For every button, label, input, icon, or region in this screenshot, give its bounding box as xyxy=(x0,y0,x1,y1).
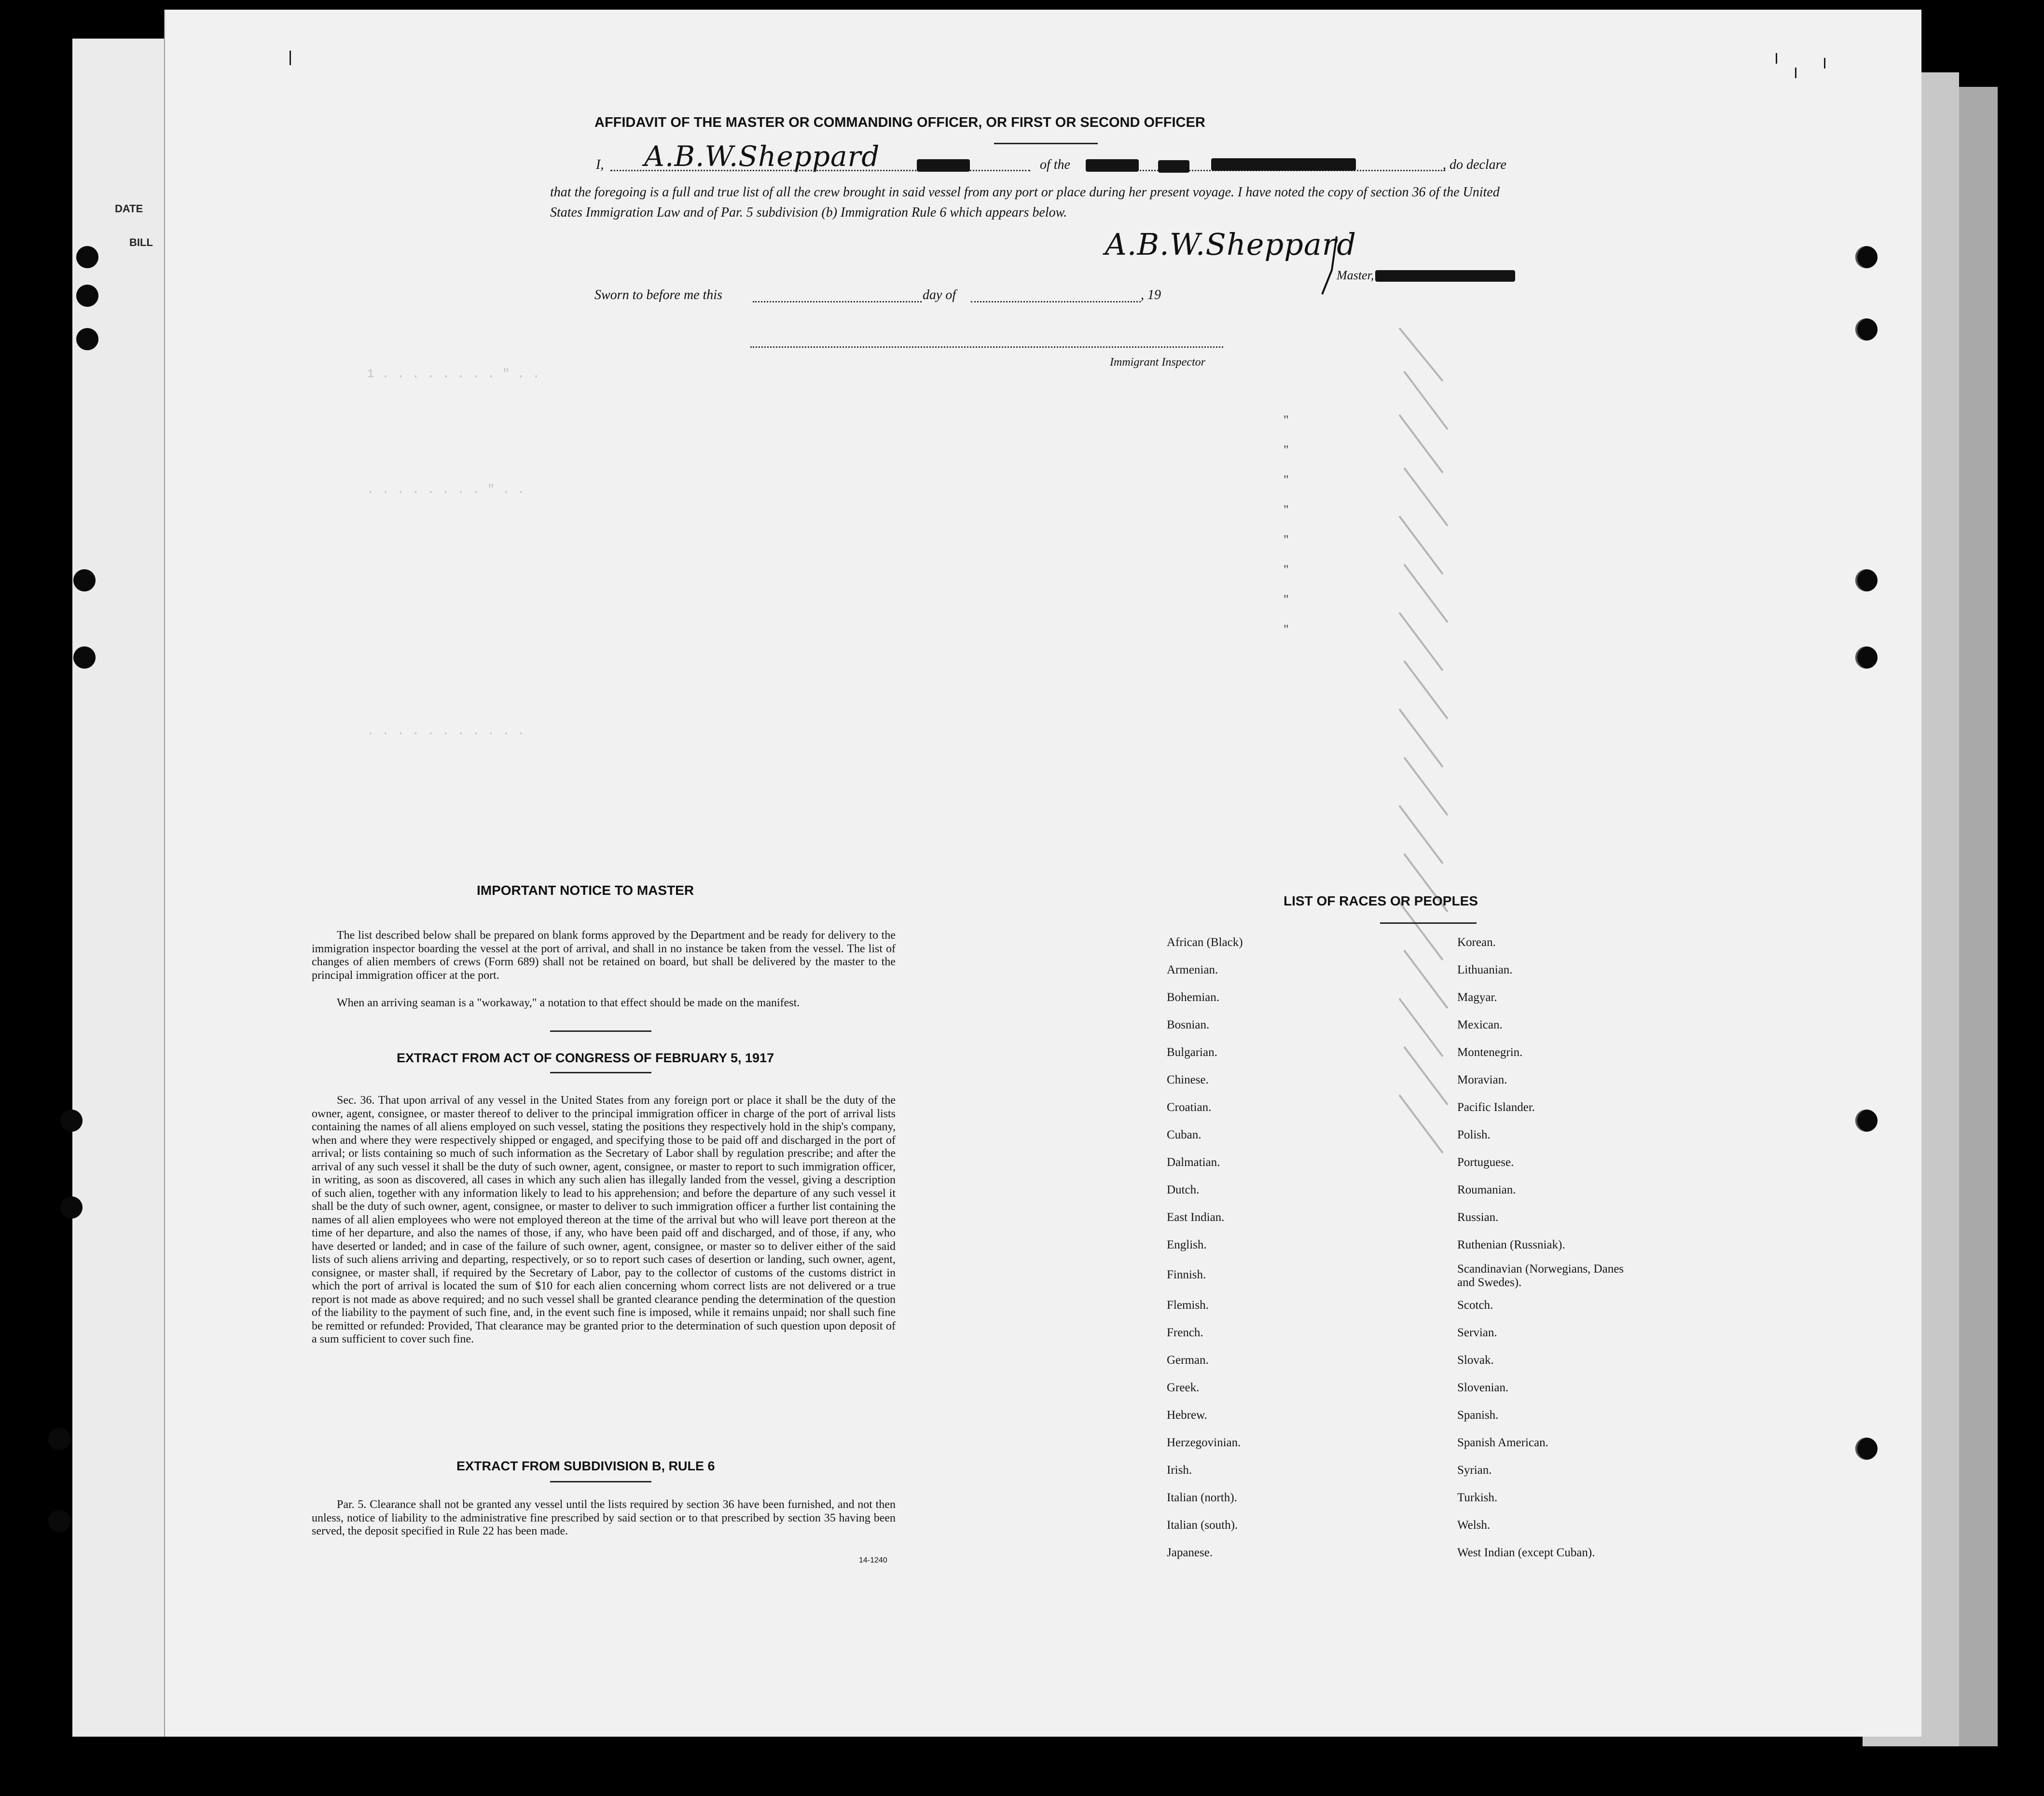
race-item: East Indian. xyxy=(1167,1211,1225,1224)
punch-hole xyxy=(1855,646,1878,669)
race-item: Chinese. xyxy=(1167,1073,1209,1086)
margin-tick xyxy=(1795,68,1796,78)
inspector-caption: Immigrant Inspector xyxy=(1110,356,1205,369)
race-item: Portuguese. xyxy=(1457,1156,1514,1169)
signature-flourish xyxy=(1317,232,1346,299)
punch-hole xyxy=(1855,246,1878,268)
race-item: Italian (north). xyxy=(1167,1491,1237,1504)
sworn-day-of: day of xyxy=(923,288,956,302)
punch-hole xyxy=(76,285,98,307)
race-item: Syrian. xyxy=(1457,1464,1492,1477)
race-item: Dutch. xyxy=(1167,1183,1200,1196)
affidavit-heading: AFFIDAVIT OF THE MASTER OR COMMANDING OFFICER, OR FIRST OR SECOND OFFICER xyxy=(594,115,1205,130)
margin-tick xyxy=(1776,53,1777,64)
margin-stamp-date: DATE xyxy=(115,203,143,215)
race-item: Lithuanian. xyxy=(1457,963,1513,976)
punch-hole xyxy=(76,328,98,350)
sworn-year: , 19 xyxy=(1141,288,1161,302)
race-item: Roumanian. xyxy=(1457,1183,1516,1196)
race-item: Magyar. xyxy=(1457,991,1497,1004)
race-item: Welsh. xyxy=(1457,1519,1491,1532)
race-item: Dalmatian. xyxy=(1167,1156,1220,1169)
show-through-text: . . . . . . . . . . . xyxy=(367,724,525,738)
race-item: Bosnian. xyxy=(1167,1018,1210,1031)
affidavit-line1-prefix: I, xyxy=(596,157,604,172)
punch-hole xyxy=(1855,569,1878,591)
punch-hole xyxy=(73,646,96,669)
race-item: German. xyxy=(1167,1354,1209,1367)
punch-hole xyxy=(73,569,96,591)
affidavit-line1-suffix: , do declare xyxy=(1443,157,1506,172)
punch-hole xyxy=(48,1428,70,1450)
punch-hole xyxy=(1855,1438,1878,1460)
race-item: Hebrew. xyxy=(1167,1409,1207,1422)
officer-name-handwritten: A.B.W.Sheppard xyxy=(644,140,880,173)
rule-text: Par. 5. Clearance shall not be granted any vessel until the lists required by section 36 have been furnished, and not then unless, notice of liability to the administrative fine prescribed by said section or to that prescribed by section 35 having been served, the deposit specified in Rule 22 has been made. xyxy=(312,1498,896,1537)
margin-stamp-bill: BILL xyxy=(129,236,153,248)
act-heading: EXTRACT FROM ACT OF CONGRESS OF FEBRUARY 5, 1917 xyxy=(397,1051,774,1065)
race-item: Finnish. xyxy=(1167,1268,1206,1281)
race-item: Slovenian. xyxy=(1457,1381,1509,1394)
race-item: Moravian. xyxy=(1457,1073,1507,1086)
margin-tick xyxy=(1824,58,1825,69)
redacted-master-title xyxy=(1375,270,1515,282)
race-item: West Indian (except Cuban). xyxy=(1457,1546,1595,1559)
act-rule xyxy=(550,1072,651,1073)
document-page xyxy=(164,10,1921,1737)
races-right-column xyxy=(1457,929,1631,1566)
race-item: Servian. xyxy=(1457,1326,1497,1339)
race-item: Italian (south). xyxy=(1167,1519,1238,1532)
punch-hole xyxy=(48,1510,70,1532)
act-text: Sec. 36. That upon arrival of any vessel in the United States from any foreign port or place it shall be the duty of the owner, agent, consignee, or master thereof to deliver to the principal immigration officer in charge of the port of arrival lists containing the names of all aliens employed on such vessel, stating the positions they respectively hold in the ship's company, when and where they were respectively shipped or engaged, and specifying those to be paid off and discharged in the port of arrival; or lists containing so much of such information as the Secretary of Labor shall by regulation prescribe; and after the arrival of any such vessel it shall be the duty of such owner, agent, consignee, or master to report to such immigration officer, in writing, as soon as discovered, all cases in which any such alien has illegally landed from the vessel, giving a description of such alien, together with any information likely to lead to his apprehension; and before the departure of any such vessel it shall be the duty of such owner, agent, consignee, or master to deliver to such immigration officer a further list containing the names of all alien employees who were not employed thereon at the time of the arrival but who will leave port thereon at the time of her departure, and also the names of those, if any, who have been paid off and discharged, and of those, if any, who have deserted or landed; and in case of the failure of such owner, agent, consignee, or master so to deliver either of the said lists of such aliens arriving and departing, respectively, or so to report such cases of desertion or landing, such owner, agent, consignee, or master shall, if required by the Secretary of Labor, pay to the collector of customs of the customs district in which the port of arrival is located the sum of $10 for each alien concerning whom correct lists are not delivered or a true report is not made as above required; and no such vessel shall be granted clearance pending the determination of the question of the liability to the payment of such fine, and, in the event such fine is imposed, while it remains unpaid; nor shall such fine be remitted or refunded: Provided, That clearance may be granted prior to the determination of such question upon deposit of a sum sufficient to cover such fine. xyxy=(312,1094,896,1345)
race-item: Greek. xyxy=(1167,1381,1200,1394)
race-item: Turkish. xyxy=(1457,1491,1498,1504)
rule-rule xyxy=(550,1481,651,1482)
show-through-text: 1 . . . . . . . . " . . xyxy=(367,367,540,381)
race-item: Slovak. xyxy=(1457,1354,1494,1367)
sworn-month-dotline xyxy=(971,301,1141,302)
race-item: Bulgarian. xyxy=(1167,1046,1217,1059)
rule-heading: EXTRACT FROM SUBDIVISION B, RULE 6 xyxy=(456,1459,715,1473)
inspector-dotline xyxy=(750,346,1223,348)
race-item: Korean. xyxy=(1457,936,1496,949)
race-item: Bohemian. xyxy=(1167,991,1220,1004)
master-signature: A.B.W.Sheppard xyxy=(1105,227,1357,262)
affidavit-line1-of: of the xyxy=(1040,157,1070,172)
show-through-text: . . . . . . . . " . . xyxy=(367,482,525,497)
notice-heading: IMPORTANT NOTICE TO MASTER xyxy=(477,883,694,898)
punch-hole xyxy=(60,1110,83,1132)
redacted-vessel xyxy=(1211,158,1356,171)
affidavit-body: that the foregoing is a full and true list of all the crew brought in said vessel from any port or place during her present voyage. I have noted the copy of section 36 of the United States Immigration Law and of Par. 5 subdivision (b) Immigration Rule 6 which appears below. xyxy=(550,185,1500,220)
race-item: Irish. xyxy=(1167,1464,1192,1477)
races-left-column xyxy=(1167,929,1243,1566)
redacted-vessel xyxy=(1086,159,1139,172)
race-item: African (Black) xyxy=(1167,936,1243,949)
sworn-date-dotline xyxy=(753,301,922,302)
race-item: French. xyxy=(1167,1326,1203,1339)
punch-hole xyxy=(76,246,98,268)
redacted-vessel xyxy=(1158,160,1189,173)
notice-para-2: When an arriving seaman is a "workaway," a notation to that effect should be made on the manifest. xyxy=(337,997,800,1009)
notice-rule xyxy=(550,1030,651,1032)
race-item: Croatian. xyxy=(1167,1101,1212,1114)
race-item: Flemish. xyxy=(1167,1299,1209,1312)
sworn-prefix: Sworn to before me this xyxy=(594,288,722,302)
race-item: Armenian. xyxy=(1167,963,1218,976)
races-rule xyxy=(1380,922,1477,924)
race-item: Scotch. xyxy=(1457,1299,1493,1312)
notice-para-1: The list described below shall be prepared on blank forms approved by the Department and be ready for delivery to the immigration inspector boarding the vessel at the port of arrival, and shall in no instance be taken from the vessel. The list of changes of alien members of crews (Form 689) shall not be retained on board, but shall be delivered by the master to the principal immigration officer at the port. xyxy=(312,929,896,982)
races-heading: LIST OF RACES OR PEOPLES xyxy=(1284,893,1478,908)
race-item: Montenegrin. xyxy=(1457,1046,1523,1059)
race-item: Polish. xyxy=(1457,1128,1491,1141)
punch-hole xyxy=(1855,1110,1878,1132)
redacted-rank xyxy=(917,159,970,172)
signature-caption: Master, xyxy=(1337,268,1374,282)
heading-rule xyxy=(994,143,1098,144)
race-item: English. xyxy=(1167,1238,1207,1251)
race-item: Japanese. xyxy=(1167,1546,1213,1559)
race-item: Spanish American. xyxy=(1457,1436,1548,1449)
race-item: Mexican. xyxy=(1457,1018,1503,1031)
race-item: Herzegovinian. xyxy=(1167,1436,1241,1449)
punch-hole xyxy=(1855,318,1878,341)
punch-hole xyxy=(60,1196,83,1219)
margin-tick xyxy=(290,51,291,65)
race-item: Pacific Islander. xyxy=(1457,1101,1535,1114)
race-item: Spanish. xyxy=(1457,1409,1499,1422)
race-item: Ruthenian (Russniak). xyxy=(1457,1238,1565,1251)
race-item: Cuban. xyxy=(1167,1128,1202,1141)
race-item: Russian. xyxy=(1457,1211,1499,1224)
ditto-marks: " " " " " " " " xyxy=(1284,413,1289,636)
race-item: Scandinavian (Norwegians, Danes and Swedes). xyxy=(1457,1262,1624,1289)
form-number: 14-1240 xyxy=(859,1556,887,1564)
